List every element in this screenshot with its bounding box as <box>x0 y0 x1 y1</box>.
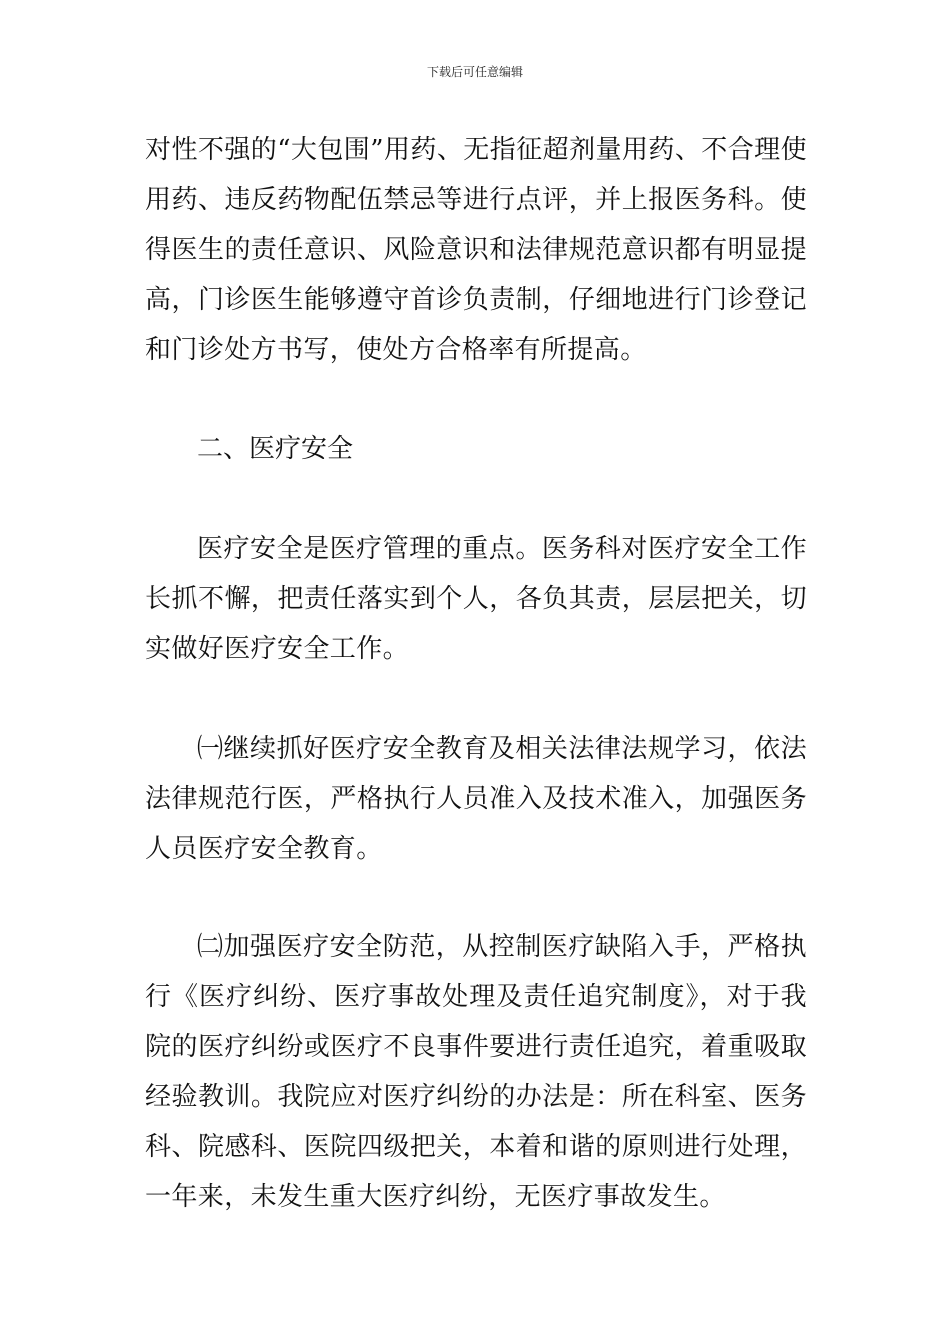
paragraph-safety-education: ㈠继续抓好医疗安全教育及相关法律法规学习，依法法律规范行医，严格执行人员准入及技术准入，加强医务人员医疗安全教育。 <box>145 734 807 864</box>
paragraph-prescription-review: 对性不强的“大包围”用药、无指征超剂量用药、不合理使用药、违反药物配伍禁忌等进行点评，并上报医务科。使得医生的责任意识、风险意识和法律规范意识都有明显提高，门诊医生能够遵守首诊负责制，仔细地进行门诊登记和门诊处方书写，使处方合格率有所提高。 <box>145 135 807 365</box>
section-heading-medical-safety: 二、医疗安全 <box>197 434 354 464</box>
paragraph-medical-safety-intro: 医疗安全是医疗管理的重点。医务科对医疗安全工作长抓不懈，把责任落实到个人，各负其责，层层把关，切实做好医疗安全工作。 <box>145 534 807 664</box>
paragraph-safety-prevention: ㈡加强医疗安全防范，从控制医疗缺陷入手，严格执行《医疗纠纷、医疗事故处理及责任追究制度》，对于我院的医疗纠纷或医疗不良事件要进行责任追究，着重吸取经验教训。我院应对医疗纠纷的办法是：所在科室、医务科、院感科、医院四级把关，本着和谐的原则进行处理，一年来，未发生重大医疗纠纷，无医疗事故发生。 <box>145 932 807 1212</box>
page-header-note: 下载后可任意编辑 <box>426 65 523 79</box>
